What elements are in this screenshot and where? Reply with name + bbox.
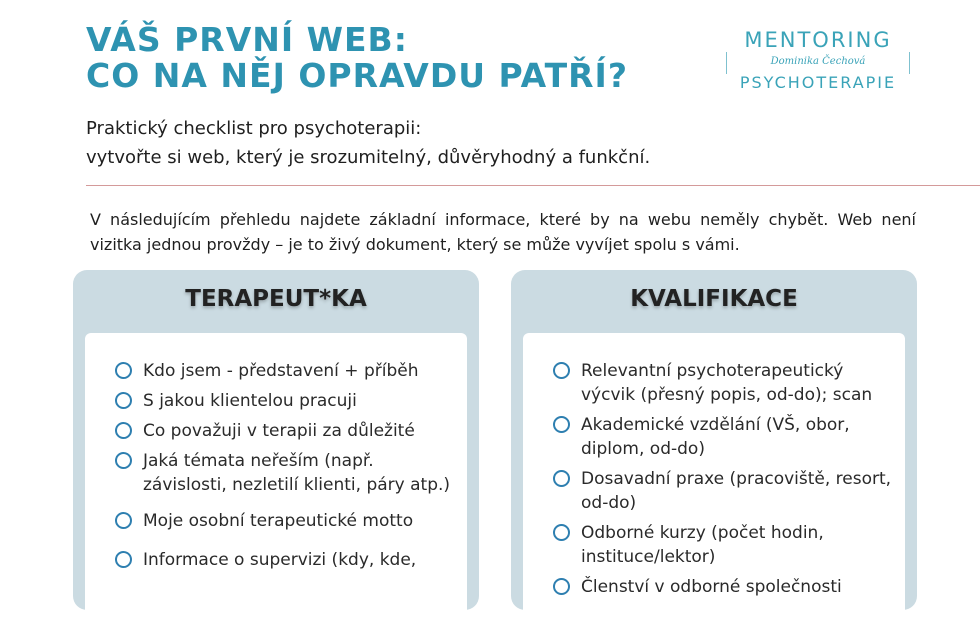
- checklist-item-label: Členství v odborné společnosti: [581, 577, 842, 597]
- checkbox-circle-icon[interactable]: [115, 512, 132, 529]
- checklist-item[interactable]: [553, 467, 898, 515]
- checklist-item-label: Odborné kurzy (počet hodin, instituce/lektor): [581, 523, 824, 567]
- checklist: [115, 359, 460, 572]
- checklist-item-label: Moje osobní terapeutické motto: [143, 511, 414, 531]
- checkbox-circle-icon[interactable]: [553, 524, 570, 541]
- title-line-2: CO NA NĚJ OPRAVDU PATŘÍ?: [86, 56, 628, 95]
- logo-line-3: PSYCHOTERAPIE: [726, 74, 910, 92]
- logo-signature: Dominika Čechová: [770, 56, 866, 67]
- subtitle: [86, 114, 650, 172]
- card-therapist: [73, 270, 479, 610]
- checkbox-circle-icon[interactable]: [115, 392, 132, 409]
- card-body: [523, 333, 905, 633]
- title-line-1: VÁŠ PRVNÍ WEB:: [86, 20, 408, 59]
- checklist-item[interactable]: [115, 509, 460, 533]
- checklist: [553, 359, 898, 605]
- checkbox-circle-icon[interactable]: [115, 422, 132, 439]
- checklist-item[interactable]: [115, 389, 460, 413]
- checklist-item[interactable]: [115, 548, 460, 572]
- card-body: [85, 333, 467, 633]
- checklist-item-label: Jaká témata neřeším (např. závislosti, nezletilí klienti, páry atp.): [143, 451, 451, 495]
- checklist-item[interactable]: [553, 575, 898, 599]
- intro-paragraph: V následujícím přehledu najdete základní informace, které by na webu neměly chybět. Web není vizitka jednou provždy – je to živý dokument, který se může vyvíjet spolu s vámi.: [90, 210, 916, 254]
- checkbox-circle-icon[interactable]: [115, 551, 132, 568]
- card-qualification: [511, 270, 917, 610]
- checklist-item-label: Akademické vzdělání (VŠ, obor, diplom, od-do): [581, 415, 850, 459]
- checklist-item-label: Kdo jsem - představení + příběh: [143, 361, 419, 381]
- checklist-item[interactable]: [553, 359, 898, 407]
- checklist-item[interactable]: [553, 521, 898, 569]
- divider: [86, 185, 980, 186]
- checklist-item-label: Relevantní psychoterapeutický výcvik (přesný popis, od-do); scan: [581, 361, 873, 405]
- checklist-item-label: Co považuji v terapii za důležité: [143, 421, 415, 441]
- checklist-item[interactable]: [115, 359, 460, 383]
- page-title: [86, 22, 628, 94]
- checkbox-circle-icon[interactable]: [553, 362, 570, 379]
- checkbox-circle-icon[interactable]: [553, 470, 570, 487]
- checkbox-circle-icon[interactable]: [115, 452, 132, 469]
- checklist-item[interactable]: [115, 449, 460, 497]
- checklist-item-label: Informace o supervizi (kdy, kde,: [143, 550, 417, 570]
- checklist-item[interactable]: [553, 413, 898, 461]
- checkbox-circle-icon[interactable]: [115, 362, 132, 379]
- logo-line-1: MENTORING: [726, 28, 910, 52]
- checklist-item[interactable]: [115, 419, 460, 443]
- subtitle-line-1: Praktický checklist pro psychoterapii:: [86, 118, 422, 139]
- card-title: TERAPEUT*KA: [185, 286, 367, 312]
- card-title: KVALIFIKACE: [630, 286, 798, 312]
- checklist-item-label: S jakou klientelou pracuji: [143, 391, 357, 411]
- checkbox-circle-icon[interactable]: [553, 578, 570, 595]
- subtitle-line-2: vytvořte si web, který je srozumitelný, důvěryhodný a funkční.: [86, 147, 651, 168]
- brand-logo: [726, 28, 910, 92]
- checklist-item-label: Dosavadní praxe (pracoviště, resort, od-do): [581, 469, 892, 513]
- checkbox-circle-icon[interactable]: [553, 416, 570, 433]
